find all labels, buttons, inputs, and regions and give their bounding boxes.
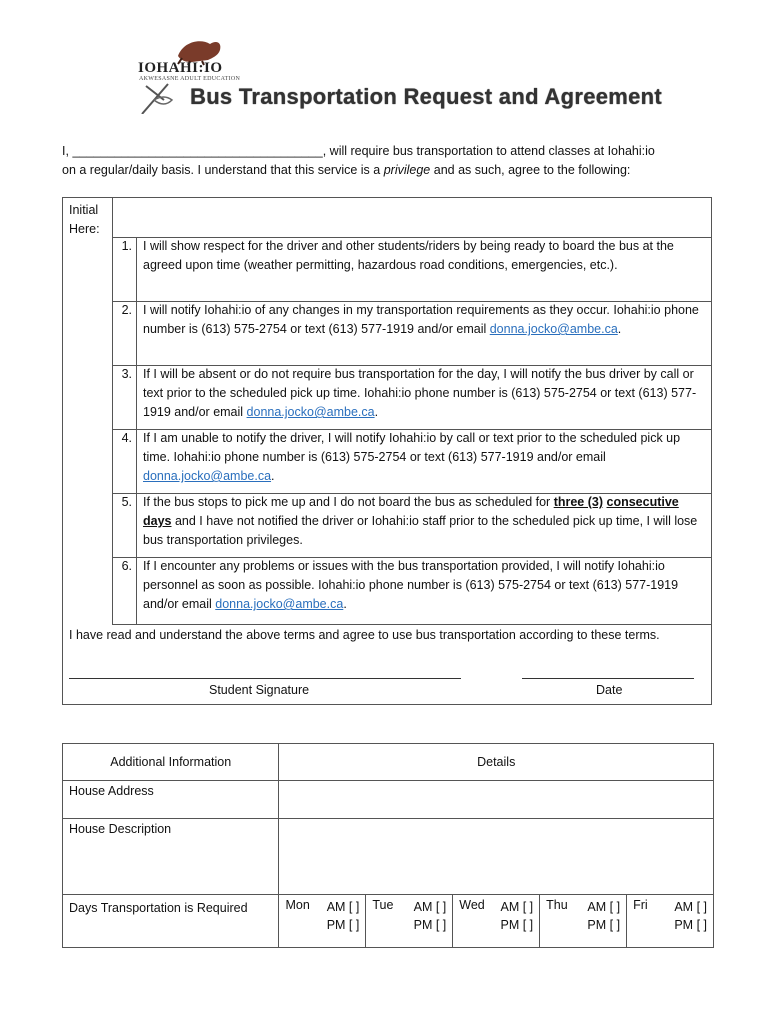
email-link[interactable]: donna.jocko@ambe.ca [489,322,618,336]
intro-line1: will require bus transportation to attend classes at Iohahi:io [326,144,655,158]
date-label: Date [596,683,623,697]
item-text: I will show respect for the driver and other students/riders by being ready to board the bus at the agreed upon time (weather permitting, hazardous road conditions, emergencies, etc.). [143,239,674,272]
col-header-additional: Additional Information [63,744,279,781]
house-description-field[interactable] [279,819,714,895]
item-number: 5. [121,495,132,509]
page-title: Bus Transportation Request and Agreement [190,84,663,109]
item-number: 4. [121,431,132,445]
agreement-closing: I have read and understand the above terms and agree to use bus transportation according to these terms. [69,628,660,642]
item-text: If I will be absent or do not require bus transportation for the day, I will notify the bus driver by call or text prior to the scheduled pick up time. Iohahi:io phone number is (613) 575-2754 or text (613) 577-1919 and/or email donna.jocko@ambe.ca. [143,367,697,419]
intro-prefix: I, [62,144,69,158]
agreement-header-blank [112,198,711,238]
day-cell-fri[interactable] [627,895,714,948]
initial-column[interactable] [63,198,113,625]
day-label: Wed [459,898,485,912]
student-signature-label: Student Signature [209,683,310,697]
item-number: 6. [121,559,132,573]
bold-consecutive-days: consecutive days [143,495,679,528]
pm-checkbox[interactable]: PM [ ] [500,918,534,932]
agreement-item-4 [112,429,711,494]
am-checkbox[interactable]: AM [ ] [674,900,707,914]
agreement-item-5 [112,493,711,558]
pm-checkbox[interactable]: PM [ ] [326,918,360,932]
bold-three: three (3) [553,495,604,509]
date-line[interactable] [522,678,694,679]
item-number: 1. [121,239,132,253]
days-required-label: Days Transportation is Required [63,895,279,948]
agreement-item-1 [112,237,711,302]
intro-paragraph [62,142,712,180]
day-label: Fri [633,898,648,912]
item-number: 3. [121,367,132,381]
day-cell-mon[interactable] [279,895,366,948]
pm-checkbox[interactable]: PM [ ] [413,918,447,932]
agreement-box [62,197,712,705]
day-cell-thu[interactable] [540,895,627,948]
house-address-field[interactable] [279,781,714,819]
initial-label-1: Initial [69,203,99,217]
logo-name: IOHAHI:IO [138,60,223,76]
col-header-details: Details [279,744,714,781]
agreement-item-3 [112,365,711,430]
house-description-label: House Description [63,819,279,895]
item-number: 2. [121,303,132,317]
pm-checkbox[interactable]: PM [ ] [587,918,621,932]
house-address-label: House Address [63,781,279,819]
day-cell-wed[interactable] [453,895,540,948]
am-checkbox[interactable]: AM [ ] [326,900,360,914]
additional-info-table [62,743,714,948]
intro-line2-b: and as such, agree to the following: [430,163,631,177]
item-text: I will notify Iohahi:io of any changes in my transportation requirements as they occur. Iohahi:io phone number is (613) 575-2754 or text (613) 577-1919 and/or email donna.jocko@ambe.ca. [143,303,699,336]
student-signature-line[interactable] [69,678,461,679]
name-blank[interactable]: ____________________________________, [72,144,327,158]
initial-label [69,201,100,239]
agreement-item-6 [112,557,711,625]
intro-privilege: privilege [383,163,431,177]
day-label: Mon [285,898,310,912]
am-checkbox[interactable]: AM [ ] [500,900,534,914]
day-label: Thu [546,898,568,912]
intro-line2-a: on a regular/daily basis. I understand that this service is a [62,163,384,177]
day-cell-tue[interactable] [366,895,453,948]
day-label: Tue [372,898,394,912]
am-checkbox[interactable]: AM [ ] [413,900,447,914]
email-link[interactable]: donna.jocko@ambe.ca [215,597,344,611]
item-text: If I am unable to notify the driver, I will notify Iohahi:io by call or text prior to the scheduled pick up time. Iohahi:io phone number is (613) 575-2754 or text (613) 577-1919 and/or email donna.jocko@ambe.ca. [143,431,681,483]
am-checkbox[interactable]: AM [ ] [587,900,621,914]
logo-subtitle: AKWESASNE ADULT EDUCATION [139,76,241,82]
email-link[interactable]: donna.jocko@ambe.ca [143,469,272,483]
email-link[interactable]: donna.jocko@ambe.ca [246,405,375,419]
item-text: If I encounter any problems or issues with the bus transportation provided, I will notify Iohahi:io personnel as soon as possible. Iohahi:io phone number is (613) 575-2754 or text (613) 577-1919 and/or email donna.jocko@ambe.ca. [143,559,679,611]
item-text: If the bus stops to pick me up and I do not board the bus as scheduled for three (3) consecutive days and I have not notified the driver or Iohahi:io staff prior to the scheduled pick up time, I will lose bus transportation privileges. [143,495,698,547]
agreement-item-2 [112,301,711,366]
initial-label-2: Here: [69,222,100,236]
pm-checkbox[interactable]: PM [ ] [674,918,707,932]
